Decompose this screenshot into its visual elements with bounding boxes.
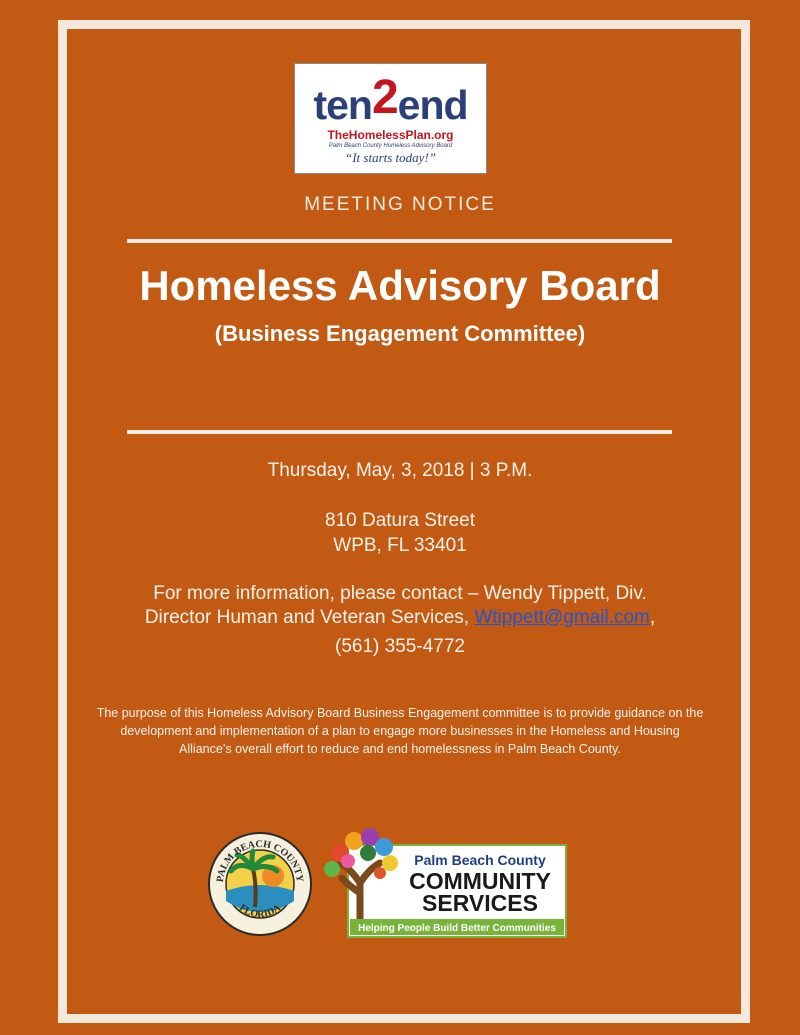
ten2end-logo — [294, 63, 487, 174]
contact-line-1: For more information, please contact – Wendy Tippett, Div. — [153, 583, 647, 604]
contact-email-link[interactable]: Wtippett@gmail.com — [474, 607, 650, 628]
meeting-date-time: Thursday, May, 3, 2018 | 3 P.M. — [267, 460, 533, 481]
contact-phone: (561) 355-4772 — [335, 636, 465, 657]
logo-wordmark — [295, 71, 486, 131]
logo-board: Palm Beach County Homeless Advisory Board — [328, 143, 453, 149]
address-city: WPB, FL 33401 — [333, 535, 467, 556]
page-subtitle: (Business Engagement Committee) — [214, 321, 586, 346]
cs-line-1: Palm Beach County — [414, 852, 546, 868]
seal-bottom-text: FLORIDA — [237, 902, 283, 921]
purpose-paragraph: The purpose of this Homeless Advisory Board Business Engagement committee is to provide guidance on the development and implementation of a plan to engage more businesses in the Homeless and Housing Alliance’s overall effort to reduce and end homelessness in Palm Beach County. — [96, 706, 704, 756]
contact-comma: , — [649, 607, 656, 628]
county-seal — [207, 831, 313, 937]
contact-role: Director Human and Veteran Services, — [144, 607, 470, 628]
seal-top-text: PALM BEACH COUNTY — [214, 838, 306, 883]
logo-text-ten: ten — [313, 82, 372, 128]
logo-text-end: end — [397, 82, 468, 128]
page-title: Homeless Advisory Board — [139, 262, 661, 309]
community-services-logo — [320, 823, 568, 939]
logo-url: TheHomelessPlan.org — [327, 128, 454, 142]
cs-line-2: COMMUNITY — [409, 868, 551, 894]
cs-tagline: Helping People Build Better Communities — [358, 923, 556, 934]
contact-line-2 — [0, 607, 800, 629]
meeting-notice-label: MEETING NOTICE — [304, 194, 496, 215]
logo-text-two: 2 — [371, 71, 398, 124]
divider-top — [127, 239, 672, 243]
cs-line-3: SERVICES — [422, 890, 538, 916]
logo-tagline: “It starts today!” — [344, 150, 436, 165]
divider-bottom — [127, 430, 672, 434]
address-street: 810 Datura Street — [325, 510, 475, 531]
